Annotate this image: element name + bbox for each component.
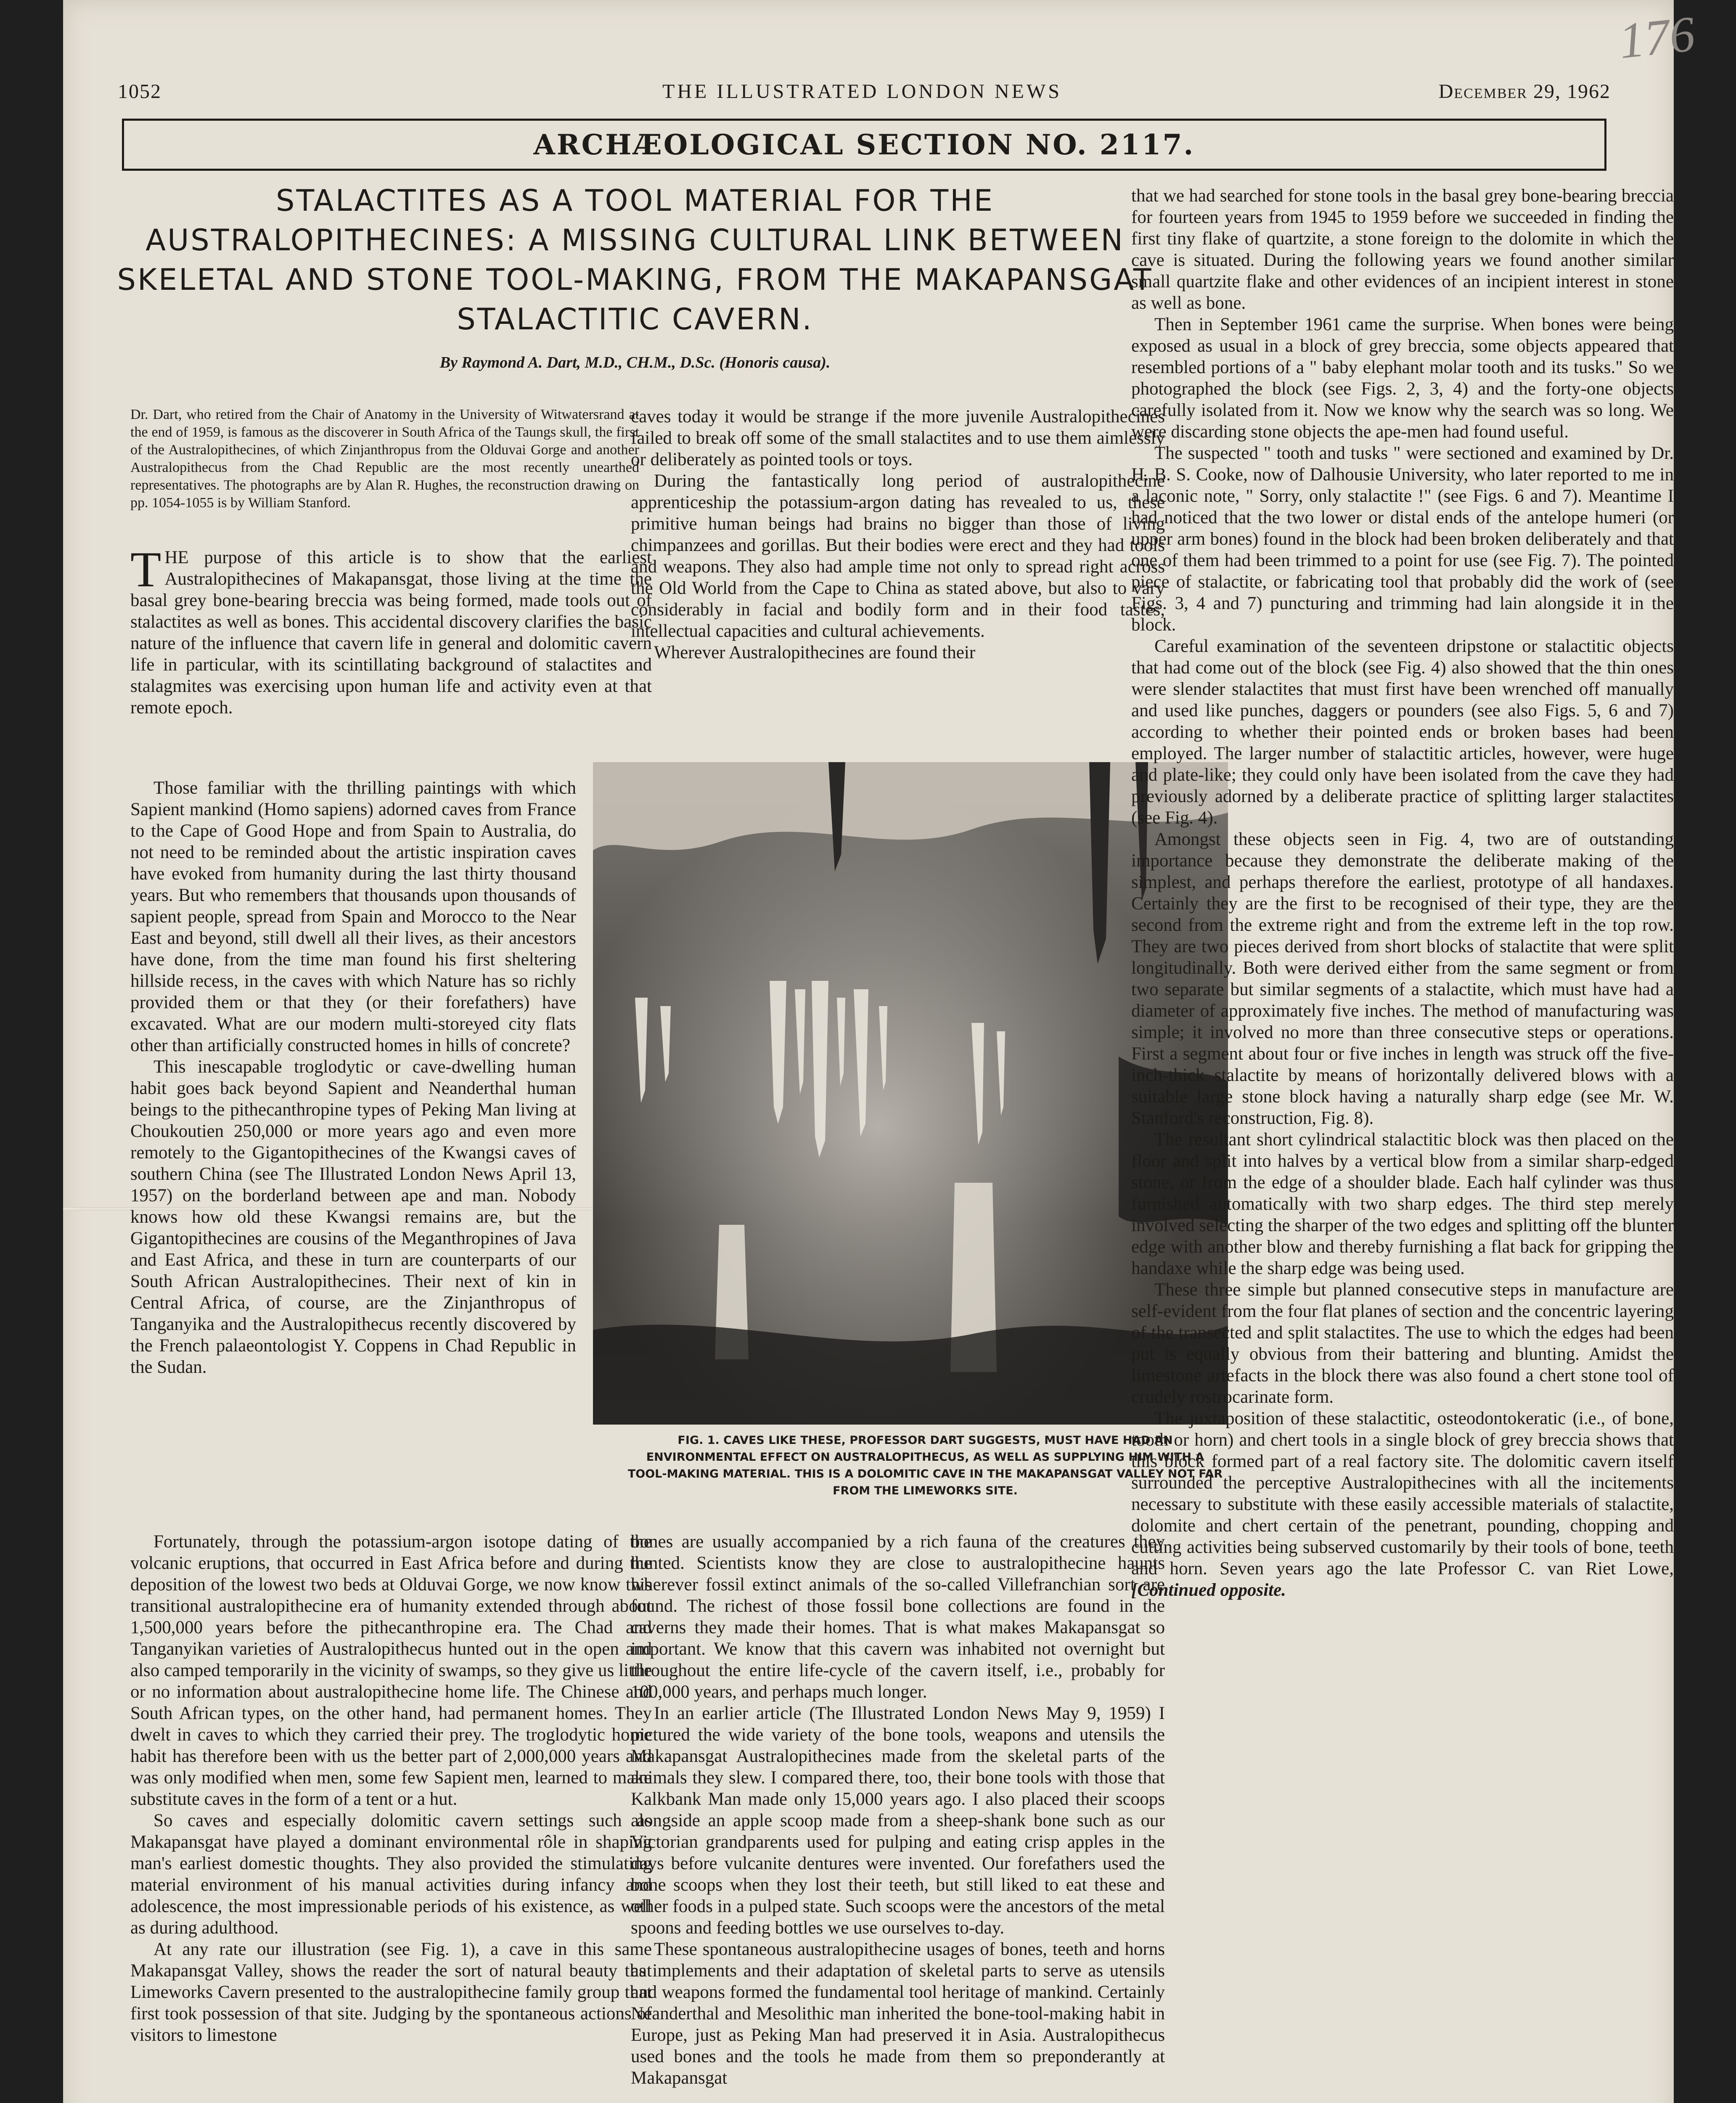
- paragraph: Then in September 1961 came the surprise. When bones were being exposed as usual in a block of grey breccia, some objects appeared that resembled portions of a " baby elephant molar tooth and its tusks." So we photographed the block (see Figs. 2, 3, 4) and the forty-one objects carefully isolated from it. Now we know why the search was so long. We were discarding stone objects the ape-men had found useful.: [1131, 315, 1674, 442]
- paragraph: The suspected " tooth and tusks " were sectioned and examined by Dr. H. B. S. Cooke, now of Dalhousie University, who later reported to me in a laconic note, " Sorry, only stalactite !" (see Figs. 6 and 7). Meantime I had noticed that the two lower or distal ends of the antelope humeri (or upper arm bones) found in the block had been broken deliberately and that one of them had been trimmed to a point for use (see Fig. 7). The pointed piece of stalactite, or fabricating tool that probably did the work of (see Figs. 3, 4 and 7) puncturing and trimming had lain alongside it in the block.: [1131, 443, 1674, 635]
- paragraph: The juxtaposition of these stalactitic, osteodontokeratic (i.e., of bone, tooth or horn) and chert tools in a single block of grey breccia shows that this block formed part of a real factory site. The dolomitic cavern itself surrounded the perceptive Australopithecines with all the incitements necessary to substitute with these easily accessible materials of stalactite, dolomite and chert certain of the penetrant, pounding, chopping and cutting activities being subserved customarily by their tools of bone, teeth and horn. Seven years ago the late Professor C. van Riet Lowe, [Continued opposite.: [1131, 1409, 1674, 1600]
- paragraph: During the fantastically long period of australopithecine apprenticeship the potassium-argon dating has revealed to us, these primitive human beings had brains no bigger than those of living chimpanzees and gorillas. But their bodies were erect and they had tools and weapons. They also had ample time not only to spread right across the Old World from the Cape to China as stated above, but also to vary considerably in facial and bodily form and in their food tastes, intellectual capacities and cultural achievements.: [631, 471, 1165, 641]
- paragraph: Amongst these objects seen in Fig. 4, two are of outstanding importance because they demonstrate the deliberate making of the simplest, and perhaps therefore the earliest, prototype of all handaxes. Certainly they are the first to be recognised of their type, they are the second from the extreme right and from the extreme left in the top row. They are two pieces derived from short blocks of stalactite that were split longitudinally. Both were derived either from the same segment or from two separate but similar segments of a stalactite, which must have had a diameter of approximately five inches. The method of manufacturing was simple; it involved no more than three consecutive steps or operations. First a segment about four or five inches in length was struck off the five-inch-thick stalactite by means of horizontally delivered blows with a suitable large stone block having a naturally sharp edge (see Mr. W. Stanford's reconstruction, Fig. 8).: [1131, 829, 1674, 1128]
- column-2-bottom: [631, 1531, 1165, 2103]
- paragraph: Careful examination of the seventeen dripstone or stalactitic objects that had come out of the block (see Fig. 4) also showed that the thin ones were slender stalactites that must first have been wrenched off manually and used like punches, daggers or pounders (see also Figs. 5, 6 and 7) according to whether their pointed ends or broken bases had been employed. The larger number of stalactitic articles, however, were huge and plate-like; they could only have been isolated from the cave they had previously adorned by a deliberate practice of splitting larger stalactites (see Fig. 4).: [1131, 636, 1674, 828]
- paragraph: These three simple but planned consecutive steps in manufacture are self-evident from the four flat planes of section and the concentric layering of the transected and split stalactites. The use to which the edges had been put is equally obvious from their battering and blunting. Amidst the limestone artefacts in the block there was also found a chert stone tool of crudely rostrocarinate form.: [1131, 1280, 1674, 1407]
- paragraph: So caves and especially dolomitic cavern settings such as Makapansgat have played a dominant environmental rôle in shaping man's earliest domestic thoughts. They also provided the stimulating material environment of his manual activities during infancy and adolescence, the most impressionable periods of his existence, as well as during adulthood.: [130, 1811, 652, 1938]
- column-1-narrow: [130, 777, 576, 1534]
- publication-title: THE ILLUSTRATED LONDON NEWS: [662, 80, 1062, 103]
- paragraph: At any rate our illustration (see Fig. 1), a cave in this same Makapansgat Valley, shows the reader the sort of natural beauty that Limeworks Cavern presented to the australopithecine family group that first took possession of that site. Judging by the spontaneous actions of visitors to limestone: [130, 1939, 652, 2045]
- paragraph: This inescapable troglodytic or cave-dwelling human habit goes back beyond Sapient and Neanderthal human beings to the pithecanthropine types of Peking Man living at Choukoutien 250,000 or more years ago and even more remotely to the Gigantopithecines of the Kwangsi caves of southern China (see The Illustrated London News April 13, 1957) on the borderland between ape and man. Nobody knows how old these Kwangsi remains are, but the Gigantopithecines are cousins of the Meganthropines of Java and East Africa, and these in turn are counterparts of our South African Australopithecines. Their next of kin in Central Africa, of course, are the Zinjanthropus of Tanganyika and the Australopithecus recently discovered by the French palaeontologist Y. Coppens in Chad Republic in the Sudan.: [130, 1057, 576, 1377]
- drop-cap: T: [130, 547, 161, 597]
- paragraph: Those familiar with the thrilling paintings with which Sapient mankind (Homo sapiens) adorned caves from France to the Cape of Good Hope and from Spain to Australia, do not need to be reminded about the artistic inspiration caves have evoked from humanity during the last thirty thousand years. But who remembers that thousands upon thousands of sapient people, spread from Spain and Morocco to the Near East and beyond, still dwell all their lives, as their ancestors have done, from the time man found his first sheltering hillside recess, in the caves with which Nature has so richly provided them or that they (or their forefathers) have excavated. What are our modern multi-storeyed city flats other than artificially constructed homes in hills of concrete?: [130, 778, 576, 1055]
- continued-note: [Continued opposite.: [1131, 1580, 1286, 1600]
- paragraph: The resultant short cylindrical stalactitic block was then placed on the floor and split into halves by a vertical blow from a similar sharp-edged stone, or from the edge of a shoulder blade. Each half cylinder was thus furnished automatically with two sharp edges. The third step merely involved selecting the sharper of the two edges and splitting off the blunter edge with another blow and thereby furnishing a flat back for gripping the handaxe while the sharp edge was being used.: [1131, 1130, 1674, 1278]
- headline: STALACTITES AS A TOOL MATERIAL FOR THE AUSTRALOPITHECINES: A MISSING CULTURAL LINK BETWEEN SKELETAL AND STONE TOOL-MAKING, FROM THE MAKAPANSGAT STALACTITIC CAVERN.: [117, 183, 1153, 336]
- paragraph: These spontaneous australopithecine usages of bones, teeth and horns as implements and their adaptation of skeletal parts to serve as utensils and weapons formed the fundamental tool heritage of mankind. Certainly Neanderthal and Mesolithic man inherited the bone-tool-making habit in Europe, just as Peking Man had preserved it in Asia. Australopithecus used bones and the tools he made from them so preponderantly at Makapansgat: [631, 1939, 1165, 2088]
- paragraph: Fortunately, through the potassium-argon isotope dating of the volcanic eruptions, that occurred in East Africa before and during the deposition of the lowest two beds at Olduvai Gorge, we now know this transitional australopithecine era of humanity extended through about 1,500,000 years before the pithecanthropine era. The Chad and Tanganyikan varieties of Australopithecus hunted out in the open and also camped temporarily in the vicinity of swamps, so they give us little or no information about australopithecine home life. The Chinese and South African types, on the other hand, had permanent homes. They dwelt in caves to which they carried their prey. The troglodytic home habit has therefore been with us the better part of 2,000,000 years and was only modified when men, some few Sapient men, learned to make substitute caves in the form of a tent or a hut.: [130, 1532, 652, 1809]
- paragraph: In an earlier article (The Illustrated London News May 9, 1959) I pictured the wide variety of the bone tools, weapons and utensils the Makapansgat Australopithecines made from the skeletal parts of the animals they slew. I compared there, too, their bone tools with those that Kalkbank Man made only 15,000 years ago. I also placed their scoops alongside an apple scoop made from a sheep-shank bone such as our Victorian grandparents used for pulping and eating crisp apples in the days before vulcanite dentures were invented. Our forefathers used the bone scoops when they lost their teeth, but still liked to eat these and other foods in a pulped state. Such scoops were the ancestors of the metal spoons and feeding bottles we use ourselves to-day.: [631, 1703, 1165, 1938]
- column-3: [1131, 185, 1674, 2103]
- issue-date: December 29, 1962: [1438, 80, 1611, 103]
- figure-caption: FIG. 1. CAVES LIKE THESE, PROFESSOR DART SUGGESTS, MUST HAVE HAD AN ENVIRONMENTAL EFFECT ON AUSTRALOPITHECUS, AS WELL AS SUPPLYING HIM WITH A TOOL-MAKING MATERIAL. THIS IS A DOLOMITIC CAVE IN THE MAKAPANSGAT VALLEY NOT FAR FROM THE LIMEWORKS SITE.: [627, 1434, 1223, 1497]
- paragraph: bones are usually accompanied by a rich fauna of the creatures they hunted. Scientists know they are close to australopithecine haunts wherever fossil extinct animals of the so-called Villefranchian sort are found. The richest of those fossil bone collections are found in the caverns they made their homes. That is what makes Makapansgat so important. We know that this cavern was inhabited not overnight but throughout the entire life-cycle of the cavern itself, i.e., probably for 100,000 years, and perhaps much longer.: [631, 1532, 1165, 1702]
- page-number: 1052: [118, 80, 161, 103]
- newspaper-page: [63, 0, 1698, 2103]
- section-banner: ARCHÆOLOGICAL SECTION NO. 2117.: [122, 119, 1606, 171]
- byline: By Raymond A. Dart, M.D., CH.M., D.Sc. (Honoris causa).: [439, 354, 831, 371]
- column-1-lower: [130, 1531, 652, 2103]
- intro-note: Dr. Dart, who retired from the Chair of Anatomy in the University of Witwatersrand at the end of 1959, is famous as the discoverer in South Africa of the Taungs skull, the first of the Australopithecines, of which Zinjanthropus from the Olduvai Gorge and another Australopithecus from the Chad Republic are the most recently unearthed representatives. The photographs are by Alan R. Hughes, the reconstruction drawing on pp. 1054-1055 is by William Stanford.: [130, 407, 639, 511]
- column-2-top: [631, 406, 1165, 747]
- paragraph: that we had searched for stone tools in the basal grey bone-bearing breccia for fourteen years from 1945 to 1959 before we succeeded in finding the first tiny flake of quartzite, a stone foreign to the dolomite in which the cave is situated. During the following years we found another similar small quartzite flake and other evidences of an incipient interest in stone as well as bone.: [1131, 186, 1674, 313]
- paragraph: Wherever Australopithecines are found their: [654, 643, 976, 662]
- paragraph: THE purpose of this article is to show that the earliest Australopithecines of Makapansgat, those living at the time the basal grey bone-bearing breccia was being formed, made tools out of stalactites as well as bones. This accidental discovery clarifies the basic nature of the influence that cavern life in general and dolomitic cavern life in particular, with its scintillating background of stalactites and stalagmites was exercising upon human life and activity even at that remote epoch.: [130, 547, 652, 718]
- paragraph: caves today it would be strange if the more juvenile Australopithecines failed to break off some of the small stalactites and to use them aimlessly or deliberately as pointed tools or toys.: [631, 407, 1165, 469]
- handwritten-folio: 176: [1616, 5, 1698, 69]
